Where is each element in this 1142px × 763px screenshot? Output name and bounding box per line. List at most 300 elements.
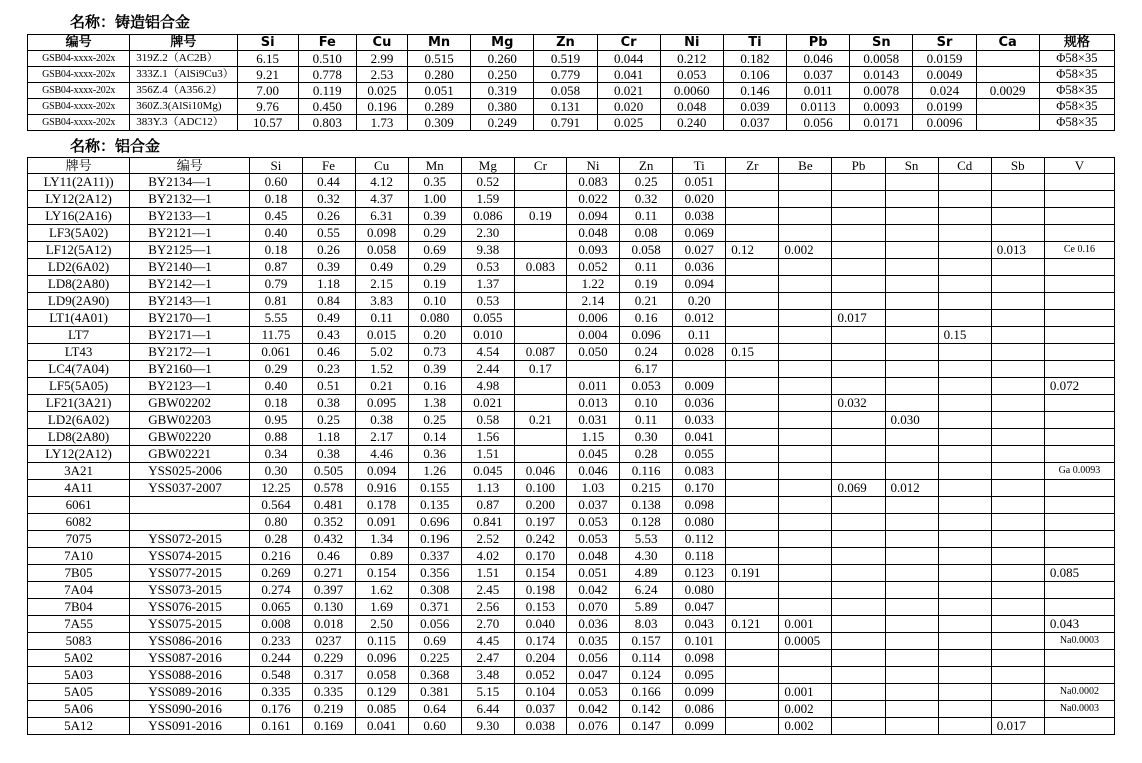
table-cell: 0.043 [1044,616,1114,633]
table-cell [885,191,938,208]
table-cell: 0.043 [673,616,726,633]
table-cell: 0.013 [566,395,619,412]
table-cell [885,582,938,599]
table-cell: 0.52 [461,174,514,191]
table-cell: BY2125—1 [130,242,250,259]
table-cell: 2.50 [355,616,408,633]
table-cell [938,548,991,565]
table-cell: 0.101 [673,633,726,650]
table-cell: 9.21 [237,67,298,83]
table-cell: 0.0029 [976,83,1039,99]
table-cell: 0.510 [298,51,356,67]
table-cell: 0.30 [620,429,673,446]
column-header: Si [250,158,302,174]
table-cell: 0.274 [250,582,302,599]
table-row [28,531,1115,548]
table-cell: 0.086 [673,701,726,718]
table-cell: 0.548 [250,667,302,684]
table-cell [938,463,991,480]
table-row [28,174,1115,191]
table-cell: 0.43 [302,327,355,344]
table-cell: 2.45 [461,582,514,599]
table-cell [779,344,832,361]
table-row [28,344,1115,361]
table-cell [1044,718,1114,735]
table-cell: 0.317 [302,667,355,684]
table-cell: 1.51 [461,446,514,463]
table-cell: 0.80 [250,514,302,531]
table-cell [832,718,885,735]
table-cell [976,67,1039,83]
table-cell: 7B04 [28,599,130,616]
table-cell: 0.371 [408,599,461,616]
table-cell: 1.62 [355,582,408,599]
table-row [28,701,1115,718]
table-row [28,548,1115,565]
table-cell: 0.174 [514,633,566,650]
table-cell [779,548,832,565]
table-cell [832,684,885,701]
table-cell: 0.176 [250,701,302,718]
table-cell: 1.00 [408,191,461,208]
table-cell: 0.020 [597,99,660,115]
table-cell: 0.73 [408,344,461,361]
table-cell: 0.161 [250,718,302,735]
table-cell: 0.056 [787,115,850,131]
table-cell: 0.021 [597,83,660,99]
column-header: Si [237,35,298,51]
column-header: 编号 [130,158,250,174]
column-header: 牌号 [28,158,130,174]
table-cell: 0.12 [726,242,779,259]
table-cell [991,684,1044,701]
table-cell: 0.017 [832,310,885,327]
table-cell [991,531,1044,548]
table-cell: 0.89 [355,548,408,565]
table-cell: 0.032 [832,395,885,412]
table-cell: 1.52 [355,361,408,378]
table-cell [991,361,1044,378]
table-cell: GSB04-xxxx-202x [28,51,130,67]
table-cell: 0.131 [534,99,597,115]
column-header: Ti [673,158,726,174]
table-cell: 0.178 [355,497,408,514]
table-cell: GSB04-xxxx-202x [28,67,130,83]
table-cell [938,293,991,310]
table-row [28,276,1115,293]
table-cell: 0.053 [660,67,723,83]
table-cell: 0.81 [250,293,302,310]
table-cell [991,497,1044,514]
table-cell [938,633,991,650]
table-cell [938,174,991,191]
table-cell: 0.130 [302,599,355,616]
table-cell [991,276,1044,293]
table-cell: LF21(3A21) [28,395,130,412]
table-cell [779,480,832,497]
table-cell [885,633,938,650]
table-cell [832,616,885,633]
table-cell [779,174,832,191]
table-cell: 0.38 [302,395,355,412]
table-cell: 0.36 [408,446,461,463]
table-cell [885,599,938,616]
column-header: 规格 [1039,35,1114,51]
table-cell [832,242,885,259]
table-cell: 9.38 [461,242,514,259]
table-cell: 0.048 [566,225,619,242]
table-cell [938,276,991,293]
table-cell [514,242,566,259]
column-header: Pb [787,35,850,51]
table-cell: YSS091-2016 [130,718,250,735]
table-cell [938,191,991,208]
table-cell: BY2134—1 [130,174,250,191]
table-cell: 0.094 [355,463,408,480]
table-cell [1044,667,1114,684]
table-cell: 0.012 [885,480,938,497]
table-cell: 0.044 [597,51,660,67]
table-cell [832,344,885,361]
table-cell: 7075 [28,531,130,548]
table-cell: 0.20 [673,293,726,310]
table-cell [726,429,779,446]
table-cell: 0.28 [250,531,302,548]
table-cell: YSS074-2015 [130,548,250,565]
table-cell [1044,548,1114,565]
column-header: Sr [913,35,976,51]
table-cell: 333Z.1（AlSi9Cu3） [130,67,237,83]
table-row [28,99,1115,115]
table-cell: LT7 [28,327,130,344]
table-cell: 0.115 [355,633,408,650]
table-cell [885,718,938,735]
table-cell: YSS076-2015 [130,599,250,616]
table-cell: 0.040 [514,616,566,633]
table-cell: 0.916 [355,480,408,497]
table-cell: 0.49 [355,259,408,276]
table-cell: 4.12 [355,174,408,191]
table-cell: 0.070 [566,599,619,616]
table-cell: YSS075-2015 [130,616,250,633]
table-cell: 0.041 [597,67,660,83]
table-cell: 0.21 [514,412,566,429]
table-cell [832,650,885,667]
table-cell: 0.051 [566,565,619,582]
table-cell: 0.244 [250,650,302,667]
table-cell [991,225,1044,242]
table-cell: 0.64 [408,701,461,718]
table-cell: 0.154 [355,565,408,582]
table-cell [779,259,832,276]
table-cell [885,344,938,361]
table-cell: 0.001 [779,616,832,633]
table-cell [779,565,832,582]
table-cell: 0.002 [779,701,832,718]
table-cell: BY2160—1 [130,361,250,378]
table-cell [726,531,779,548]
table-cell: 0.20 [408,327,461,344]
table-cell: YSS086-2016 [130,633,250,650]
table-cell: 0.154 [514,565,566,582]
table-cell: YSS089-2016 [130,684,250,701]
table-cell: 383Y.3（ADC12） [130,115,237,131]
table-cell: 0.69 [408,242,461,259]
table-cell [832,361,885,378]
table-cell [514,293,566,310]
table-cell: 0.035 [566,633,619,650]
table-cell: 0.204 [514,650,566,667]
table-cell [1044,497,1114,514]
table-cell: 0.791 [534,115,597,131]
table-cell: 0.15 [938,327,991,344]
column-header: Sb [991,158,1044,174]
table-cell: 0.086 [461,208,514,225]
table-cell: 0.096 [355,650,408,667]
table-cell: 0.0060 [660,83,723,99]
table-row [28,191,1115,208]
table-cell [885,174,938,191]
table-row [28,565,1115,582]
table-cell: 0.170 [514,548,566,565]
table-cell [1044,310,1114,327]
table-cell: 0.51 [302,378,355,395]
table-row [28,378,1115,395]
table-cell [779,429,832,446]
table-cell: 0.069 [673,225,726,242]
table-cell: 0.196 [356,99,407,115]
table-cell: 0.022 [566,191,619,208]
cast-aluminum-alloy-table [27,34,1115,131]
table-cell [885,565,938,582]
table-cell: 0.098 [355,225,408,242]
table-cell: 0.21 [355,378,408,395]
table-cell: 0.042 [566,701,619,718]
table-cell [1044,429,1114,446]
table-cell [726,361,779,378]
column-header: Mn [408,158,461,174]
table-cell: 0.157 [620,633,673,650]
column-header: Mg [461,158,514,174]
table-cell [991,344,1044,361]
table-cell: LT43 [28,344,130,361]
table-cell: 0.009 [673,378,726,395]
table-cell: 2.99 [356,51,407,67]
table-cell: 0.229 [302,650,355,667]
table-cell [885,684,938,701]
table-cell: 0.048 [566,548,619,565]
table-cell [938,514,991,531]
table-cell: 5.02 [355,344,408,361]
table-cell: 0.100 [514,480,566,497]
table-cell: 0.309 [408,115,471,131]
table-cell: BY2170—1 [130,310,250,327]
table-cell: 0.39 [408,361,461,378]
table-cell: Φ58×35 [1039,115,1114,131]
table-cell [832,225,885,242]
table-cell [1044,174,1114,191]
table-cell: 0.119 [298,83,356,99]
table-cell [726,293,779,310]
table-cell: 0.053 [566,514,619,531]
table-cell: 0.17 [514,361,566,378]
table-cell: 0.052 [514,667,566,684]
table-cell: 3A21 [28,463,130,480]
table-cell [832,429,885,446]
column-header: Mn [408,35,471,51]
table-cell [832,412,885,429]
table-row [28,67,1115,83]
table-cell [832,701,885,718]
table-cell: 0.0199 [913,99,976,115]
table-cell: 0.197 [514,514,566,531]
table-cell [1044,344,1114,361]
table-cell [1044,531,1114,548]
table-cell: 0.87 [250,259,302,276]
table-cell [726,684,779,701]
table-cell: 0.121 [726,616,779,633]
column-header: Fe [302,158,355,174]
table-cell [938,361,991,378]
table-cell [779,599,832,616]
table-cell [779,412,832,429]
table-cell: 1.22 [566,276,619,293]
table-cell: 7.00 [237,83,298,99]
table-cell: 0.170 [673,480,726,497]
table-cell: 0.778 [298,67,356,83]
table-cell: 0.11 [620,208,673,225]
table-cell: 0.191 [726,565,779,582]
table-cell: 0.123 [673,565,726,582]
table-cell: Φ58×35 [1039,51,1114,67]
table-cell [938,208,991,225]
table-cell [726,327,779,344]
table-cell [779,276,832,293]
table-cell: 0.076 [566,718,619,735]
table-cell: LD2(6A02) [28,259,130,276]
table-cell: 0.19 [620,276,673,293]
table-cell: 1.73 [356,115,407,131]
table-cell [726,633,779,650]
table-cell [938,565,991,582]
table-cell: 4.30 [620,548,673,565]
table-cell [726,310,779,327]
table-cell: 0.337 [408,548,461,565]
table-cell: 4.02 [461,548,514,565]
table-cell: 0.083 [566,174,619,191]
column-header: Cu [355,158,408,174]
table-cell [832,327,885,344]
table-cell: 0.033 [673,412,726,429]
table-cell [991,616,1044,633]
table-cell: 5A03 [28,667,130,684]
table-cell [514,378,566,395]
table-row [28,616,1115,633]
table-cell: 0.280 [408,67,471,83]
table-cell [779,225,832,242]
table-cell: 0.35 [408,174,461,191]
table-cell [885,548,938,565]
table-cell: 0.083 [514,259,566,276]
table-cell: 0.356 [408,565,461,582]
table-cell: 0.39 [408,208,461,225]
table-cell: 5.53 [620,531,673,548]
table-cell: 5.89 [620,599,673,616]
table-cell [885,497,938,514]
table-cell: 5A02 [28,650,130,667]
table-cell: 0.030 [885,412,938,429]
table-cell [1044,514,1114,531]
table-cell: 0.335 [250,684,302,701]
table-cell: 0.216 [250,548,302,565]
table-cell [514,327,566,344]
table-cell [938,718,991,735]
table-cell: GSB04-xxxx-202x [28,83,130,99]
table-cell [832,582,885,599]
table-cell: 3.48 [461,667,514,684]
table-cell [726,412,779,429]
column-header: Pb [832,158,885,174]
table-cell [976,51,1039,67]
table-cell [991,548,1044,565]
table-cell: 0.38 [302,446,355,463]
table-cell: 0.18 [250,191,302,208]
table-cell [938,667,991,684]
table-cell: 0.056 [408,616,461,633]
table-cell: 0.25 [408,412,461,429]
table-cell: LT1(4A01) [28,310,130,327]
table-cell: 0.25 [302,412,355,429]
table-cell: 0.352 [302,514,355,531]
table-cell [885,361,938,378]
table-cell: 0.14 [408,429,461,446]
table-cell: 0.047 [566,667,619,684]
table-cell: 0.112 [673,531,726,548]
table-cell [726,174,779,191]
table-cell: 0.242 [514,531,566,548]
table-cell: 0.041 [673,429,726,446]
table-cell: 4.89 [620,565,673,582]
table-cell: 0.065 [250,599,302,616]
table-row [28,514,1115,531]
table-cell [779,395,832,412]
table-cell: 2.15 [355,276,408,293]
table-cell: 4A11 [28,480,130,497]
table-cell: 0.138 [620,497,673,514]
table-cell: 0.085 [355,701,408,718]
table-cell: 6082 [28,514,130,531]
table-cell: 6061 [28,497,130,514]
table-cell: 0.25 [620,174,673,191]
table-cell [726,514,779,531]
table-cell: 0.053 [566,531,619,548]
table-row [28,225,1115,242]
table-cell: 0.045 [566,446,619,463]
table-cell: 1.18 [302,276,355,293]
table-cell: 0.198 [514,582,566,599]
table-cell: YSS073-2015 [130,582,250,599]
table-cell: 0.093 [566,242,619,259]
table-cell: 0.010 [461,327,514,344]
table-cell: 0.32 [620,191,673,208]
table-cell: 0.841 [461,514,514,531]
table-cell [885,650,938,667]
table-cell: 0.011 [787,83,850,99]
table-cell [1044,191,1114,208]
table-cell [991,310,1044,327]
table-cell: 0.79 [250,276,302,293]
table-cell: 0.271 [302,565,355,582]
